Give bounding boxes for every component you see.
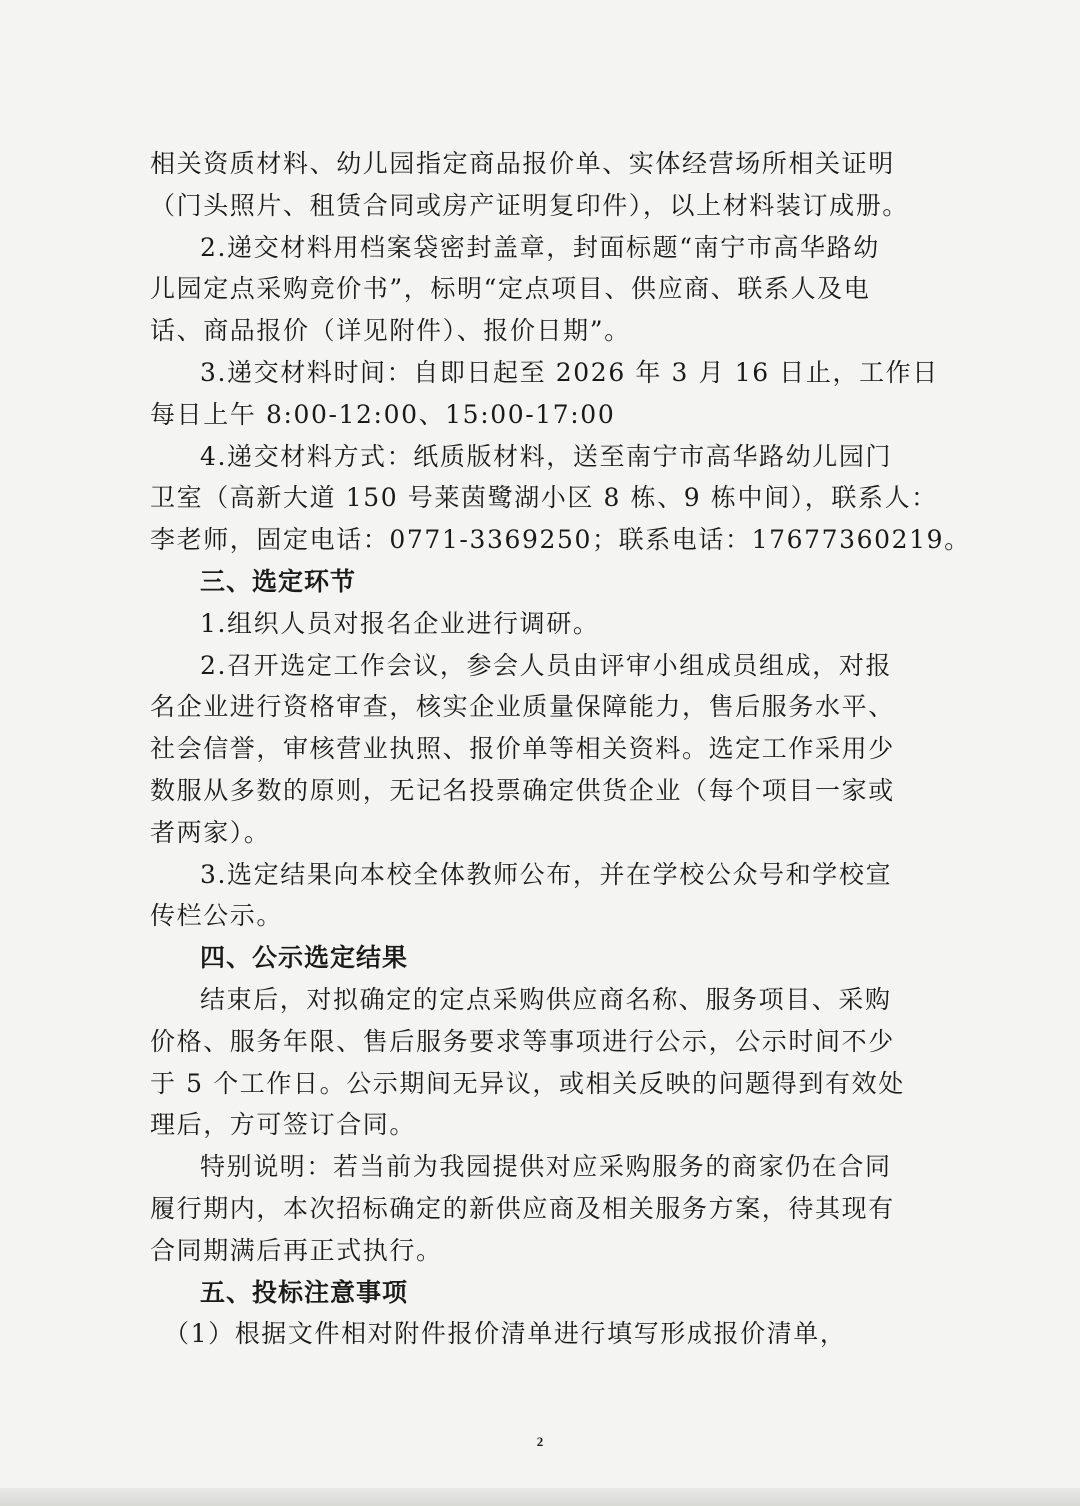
page-number: 2 <box>536 1434 544 1449</box>
text-line: 话、商品报价（详见附件）、报价日期”。 <box>150 316 631 346</box>
text-line: 于 5 个工作日。公示期间无异议，或相关反映的问题得到有效处 <box>150 1068 905 1098</box>
text-line: 者两家）。 <box>150 817 271 847</box>
text-line: 履行期内，本次招标确定的新供应商及相关服务方案，待其现有 <box>150 1193 895 1223</box>
text-line: 传栏公示。 <box>150 901 284 931</box>
text-line: 卫室（高新大道 150 号莱茵鹭湖小区 8 栋、9 栋中间），联系人： <box>150 483 938 513</box>
section-heading: 三、选定环节 <box>200 566 357 596</box>
text-line: 3.递交材料时间：自即日起至 2026 年 3 月 16 日止，工作日 <box>200 357 939 387</box>
text-line: 名企业进行资格审查，核实企业质量保障能力，售后服务水平、 <box>150 692 895 722</box>
text-line: 数服从多数的原则，无记名投票确定供货企业（每个项目一家或 <box>150 775 895 805</box>
text-line: 理后，方可签订合同。 <box>150 1110 417 1140</box>
document-body <box>150 143 971 1355</box>
text-line: 每日上午 8:00-12:00、15:00-17:00 <box>150 399 616 429</box>
text-line: 相关资质材料、幼儿园指定商品报价单、实体经营场所相关证明 <box>150 149 895 178</box>
text-line: 特别说明：若当前为我园提供对应采购服务的商家仍在合同 <box>200 1152 892 1182</box>
text-line: 李老师，固定电话：0771-3369250；联系电话：17677360219。 <box>150 525 971 555</box>
text-line: 社会信誉，审核营业执照、报价单等相关资料。选定工作采用少 <box>150 734 895 764</box>
text-line: 2.递交材料用档案袋密封盖章，封面标题“南宁市高华路幼 <box>200 232 880 262</box>
text-line: 结束后，对拟确定的定点采购供应商名称、服务项目、采购 <box>200 984 892 1014</box>
text-line: 价格、服务年限、售后服务要求等事项进行公示，公示时间不少 <box>150 1026 895 1056</box>
text-line: （1）根据文件相对附件报价清单进行填写形成报价清单， <box>164 1319 847 1349</box>
section-heading: 五、投标注意事项 <box>200 1277 409 1307</box>
text-line: 儿园定点采购竞价书”，标明“定点项目、供应商、联系人及电 <box>150 274 871 304</box>
scan-bottom-edge <box>0 1488 1080 1506</box>
text-line: （门头照片、租赁合同或房产证明复印件），以上材料装订成册。 <box>150 190 909 220</box>
text-line: 合同期满后再正式执行。 <box>150 1235 443 1265</box>
text-line: 4.递交材料方式：纸质版材料，送至南宁市高华路幼儿园门 <box>200 441 893 471</box>
section-heading: 四、公示选定结果 <box>200 943 409 973</box>
text-line: 1.组织人员对报名企业进行调研。 <box>200 608 600 638</box>
text-line: 3.选定结果向本校全体教师公布，并在学校公众号和学校宣 <box>200 859 893 889</box>
text-line: 2.召开选定工作会议，参会人员由评审小组成员组成，对报 <box>200 650 893 680</box>
